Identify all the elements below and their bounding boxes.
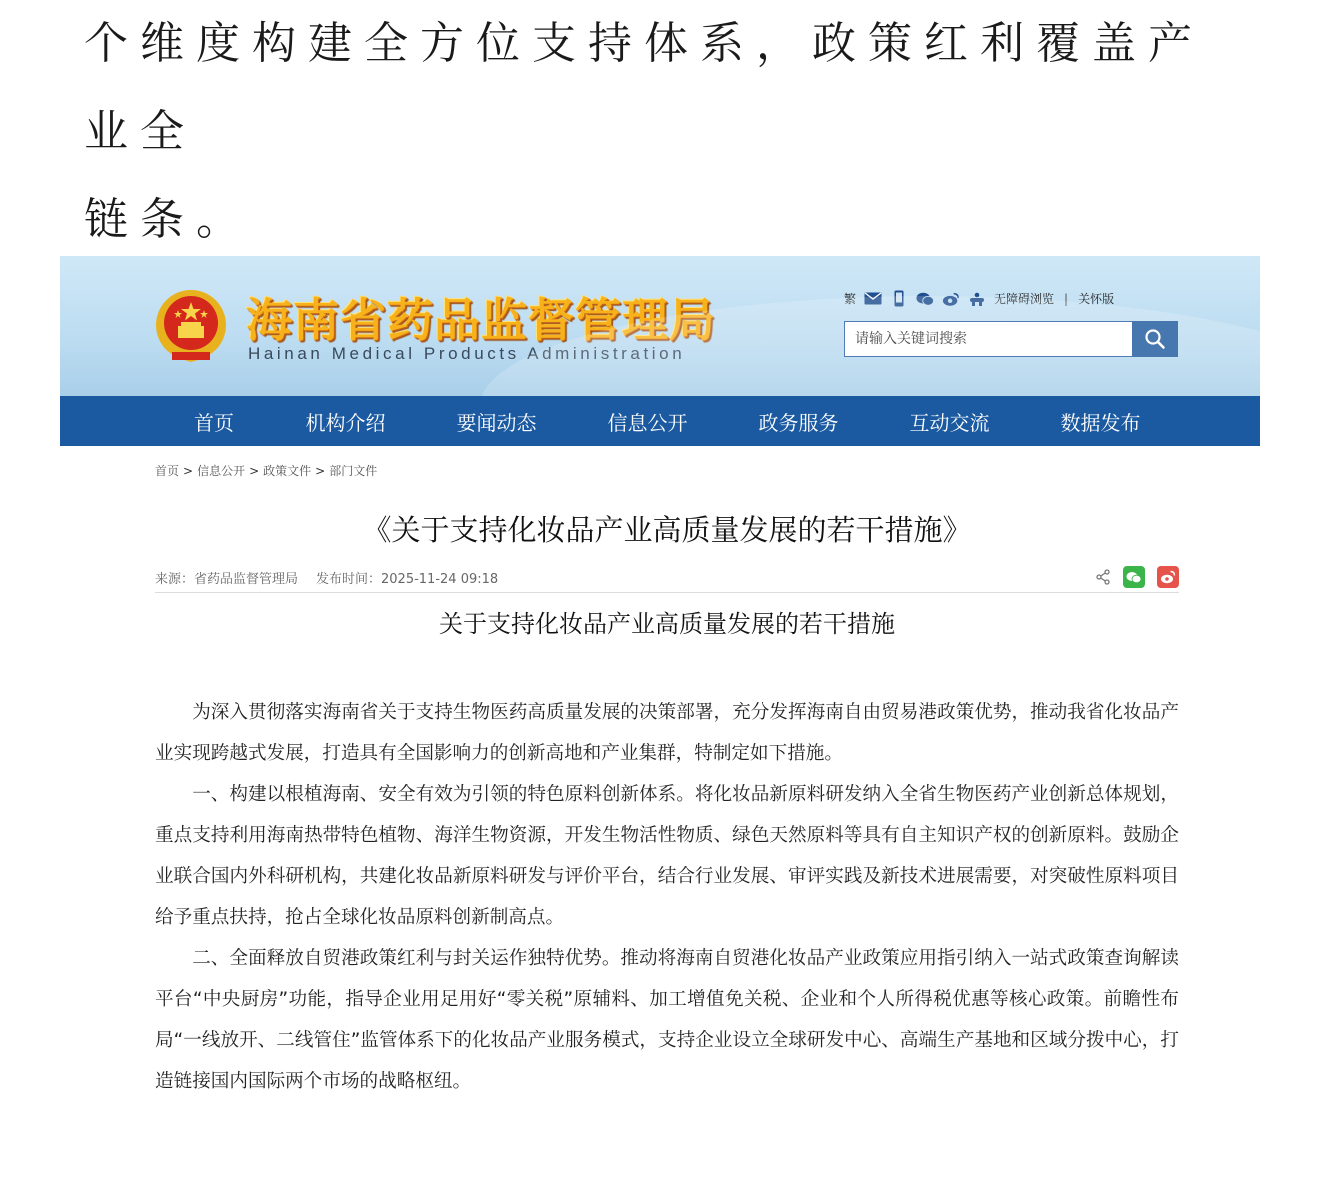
main-nav [60,396,1260,446]
breadcrumb-department[interactable]: 部门文件 [329,464,378,478]
nav-item-news[interactable]: 要闻动态 [456,410,537,435]
accessibility-link[interactable]: 无障碍浏览 [994,292,1055,306]
search-button[interactable] [1132,321,1178,357]
site-logo-subtitle: Hainan Medical Products Administration [248,344,686,363]
nav-item-home[interactable]: 首页 [194,410,234,435]
breadcrumb-separator: > [315,464,326,478]
share-weibo-button[interactable] [1157,566,1179,588]
nav-item-disclosure[interactable]: 信息公开 [607,410,688,435]
wechat-icon[interactable] [916,291,934,307]
weibo-icon [1160,570,1176,584]
share-bar [1095,566,1179,588]
site-header [60,256,1260,396]
website-screenshot [60,256,1260,1136]
elder-mode-link[interactable]: 关怀版 [1078,292,1115,306]
mobile-icon[interactable] [890,291,908,307]
intro-line-1: 个维度构建全方位支持体系，政策红利覆盖产业全 [84,18,1204,157]
mail-icon[interactable] [864,291,882,307]
article-source: 来源：省药品监督管理局 [155,571,299,587]
article-heading: 关于支持化妆品产业高质量发展的若干措施 [439,610,895,638]
breadcrumb-separator: > [249,464,260,478]
intro-text [84,0,1244,264]
article-paragraph: 一、构建以根植海南、安全有效为引领的特色原料创新体系。将化妆品新原料研发纳入全省生物医药产业创新总体规划，重点支持利用海南热带特色植物、海洋生物资源，开发生物活性物质、绿色天然原料等具有自主知识产权的创新原料。鼓励企业联合国内外科研机构，共建化妆品新原料研发与评价平台，结合行业发展、审评实践及新技术进展需要，对突破性原料项目给予重点扶持，抢占全球化妆品原料创新制高点。 [155,784,1179,928]
site-logo-title[interactable]: 海南省药品监督管理局 [246,293,716,347]
search-input[interactable] [844,321,1132,357]
weibo-icon[interactable] [942,291,960,307]
share-icon[interactable] [1095,569,1111,585]
nav-item-about[interactable]: 机构介绍 [305,410,386,435]
page-title: 《关于支持化妆品产业高质量发展的若干措施》 [362,513,972,547]
breadcrumb-disclosure[interactable]: 信息公开 [197,464,246,478]
article-date: 发布时间：2025-11-24 09:18 [316,571,499,587]
breadcrumb-home[interactable]: 首页 [155,464,180,478]
breadcrumb-separator: > [183,464,194,478]
article-body [155,692,1179,1102]
breadcrumb-policy[interactable]: 政策文件 [263,464,312,478]
header-toolbar [844,290,1114,307]
share-wechat-button[interactable] [1123,566,1145,588]
traditional-chinese-link[interactable]: 繁 [844,292,857,306]
breadcrumb [155,462,377,479]
article-paragraph: 为深入贯彻落实海南省关于支持生物医药高质量发展的决策部署，充分发挥海南自由贸易港政策优势，推动我省化妆品产业实现跨越式发展，打造具有全国影响力的创新高地和产业集群，特制定如下措施。 [155,702,1179,764]
nav-item-data[interactable]: 数据发布 [1060,410,1141,435]
nav-item-services[interactable]: 政务服务 [758,410,839,435]
article-meta [155,564,1179,590]
wechat-icon [1126,571,1142,584]
intro-line-2: 链条。 [84,194,252,245]
accessibility-icon[interactable] [968,291,986,307]
national-emblem-icon [154,288,228,366]
nav-item-interaction[interactable]: 互动交流 [909,410,990,435]
site-search [844,321,1178,357]
article-paragraph: 二、全面释放自贸港政策红利与封关运作独特优势。推动将海南自贸港化妆品产业政策应用指引纳入一站式政策查询解读平台“中央厨房”功能，指导企业用足用好“零关税”原辅料、加工增值免关税、企业和个人所得税优惠等核心政策。前瞻性布局“一线放开、二线管住”监管体系下的化妆品产业服务模式，支持企业设立全球研发中心、高端生产基地和区域分拨中心，打造链接国内国际两个市场的战略枢纽。 [155,948,1179,1092]
toolbar-separator: | [1064,291,1069,306]
meta-divider [155,592,1179,593]
search-icon [1144,328,1166,350]
